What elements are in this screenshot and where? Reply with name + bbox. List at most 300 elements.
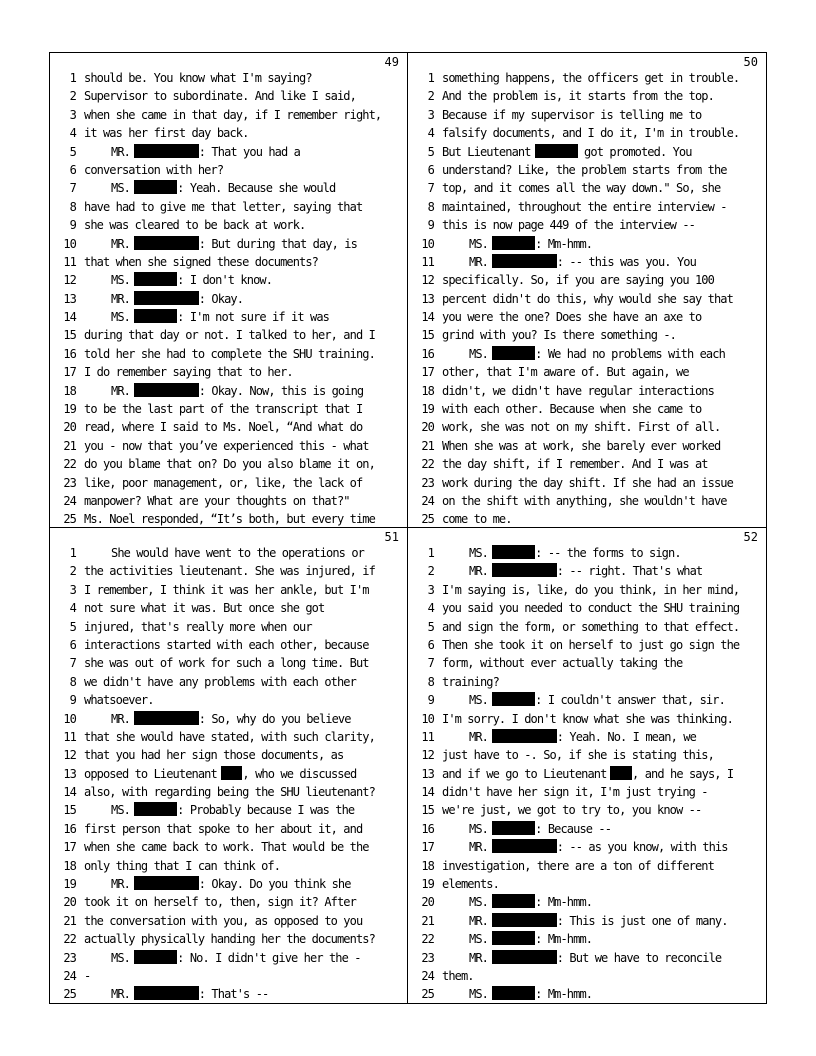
line-number: 20 <box>421 895 434 910</box>
speaker-prefix: MS. <box>469 236 488 251</box>
line-number: 2 <box>427 564 434 579</box>
line-number: 4 <box>69 126 76 141</box>
speaker-prefix: MR. <box>111 877 130 892</box>
speaker-prefix: and if we go to Lieutenant <box>442 766 607 781</box>
line-number: 12 <box>63 748 76 763</box>
line-text: when she came back to work. That would be the <box>84 840 369 855</box>
transcript-line <box>408 728 766 746</box>
line-text: specifically. So, if you are saying you 100 <box>442 273 714 288</box>
line-number: 19 <box>63 402 76 417</box>
line-number: 14 <box>63 785 76 800</box>
line-text: you - now that you’ve experienced this - what <box>84 438 369 453</box>
speaker-prefix: MS. <box>469 693 488 708</box>
line-text: first person that spoke to her about it, and <box>84 821 363 836</box>
line-text <box>442 838 766 856</box>
speaker-prefix: MS. <box>469 987 488 1002</box>
line-text: actually physically handing her the documents? <box>84 932 375 947</box>
transcript-line <box>50 455 407 473</box>
line-remainder: : -- right. That's what <box>556 564 703 579</box>
transcript-line <box>50 930 407 948</box>
line-number: 24 <box>421 968 434 983</box>
redaction-block <box>492 894 535 908</box>
line-number: 7 <box>427 656 434 671</box>
transcript-line <box>408 124 766 142</box>
speaker-prefix: MS. <box>469 346 488 361</box>
line-number: 1 <box>427 546 434 560</box>
line-number: 18 <box>421 858 434 873</box>
line-number: 23 <box>421 950 434 965</box>
redaction-block <box>610 766 632 780</box>
line-number: 10 <box>421 711 434 726</box>
line-number: 1 <box>69 546 76 560</box>
speaker-prefix: MR. <box>111 291 130 306</box>
transcript-line <box>50 492 407 510</box>
line-text <box>442 930 766 948</box>
speaker-prefix: MR. <box>111 144 130 159</box>
transcript-line <box>50 765 407 783</box>
line-number: 5 <box>427 619 434 634</box>
redaction-block <box>492 986 535 1000</box>
line-number: 16 <box>421 346 434 361</box>
transcript-line <box>50 599 407 617</box>
line-text <box>442 253 766 271</box>
line-text: we're just, we got to try to, you know -- <box>442 803 702 818</box>
transcript-line <box>408 801 766 819</box>
line-text: the day shift, if I remember. And I was at <box>442 457 708 472</box>
line-text: work during the day shift. If she had an issue <box>442 475 733 490</box>
line-text: not sure what it was. But once she got <box>84 601 325 616</box>
line-text: other, that I'm aware of. But again, we <box>442 365 689 380</box>
transcript-line <box>408 418 766 436</box>
line-remainder: : That you had a <box>198 144 300 159</box>
page-number: 52 <box>743 530 758 544</box>
line-number: 9 <box>69 218 76 233</box>
transcript-line <box>50 382 407 400</box>
speaker-prefix: MR. <box>469 840 488 855</box>
line-number: 24 <box>421 493 434 508</box>
line-number: 19 <box>421 877 434 892</box>
line-text: and sign the form, or something to that effect. <box>442 619 740 634</box>
line-text: form, without ever actually taking the <box>442 656 683 671</box>
redaction-block <box>134 272 177 286</box>
line-remainder: , and he says, I <box>632 766 734 781</box>
speaker-prefix: MS. <box>469 546 488 560</box>
line-remainder: : Mm-hmm. <box>535 895 593 910</box>
line-text: grind with you? Is there something -. <box>442 328 677 343</box>
speaker-prefix: MR. <box>111 987 130 1002</box>
redaction-block <box>221 766 243 780</box>
line-text <box>84 382 407 400</box>
transcript-line <box>408 893 766 911</box>
line-remainder: : But during that day, is <box>198 236 357 251</box>
line-text <box>84 235 407 253</box>
line-number: 13 <box>63 291 76 306</box>
transcript-lines <box>408 69 766 529</box>
transcript-line <box>50 198 407 216</box>
line-remainder: : -- as you know, with this <box>556 840 728 855</box>
transcript-line <box>408 106 766 124</box>
redaction-block <box>134 309 177 323</box>
line-number: 25 <box>63 987 76 1002</box>
transcript-line <box>408 161 766 179</box>
line-number: 23 <box>63 475 76 490</box>
transcript-line <box>50 308 407 326</box>
line-number: 15 <box>421 803 434 818</box>
line-remainder: : Okay. Now, this is going <box>198 383 364 398</box>
line-number: 7 <box>69 656 76 671</box>
transcript-line <box>408 271 766 289</box>
line-text: maintained, throughout the entire interview - <box>442 199 727 214</box>
line-number: 17 <box>421 365 434 380</box>
line-number: 4 <box>69 601 76 616</box>
line-number: 15 <box>63 803 76 818</box>
line-number: 8 <box>69 674 76 689</box>
line-text: percent didn't do this, why would she say that <box>442 291 733 306</box>
line-text: Then she took it on herself to just go sign the <box>442 637 740 652</box>
line-number: 13 <box>421 766 434 781</box>
line-number: 22 <box>421 932 434 947</box>
transcript-line <box>50 673 407 691</box>
line-text: understand? Like, the problem starts from the <box>442 162 727 177</box>
line-text <box>84 271 407 289</box>
line-text: them. <box>442 968 474 983</box>
line-text: injured, that's really more when our <box>84 619 312 634</box>
line-number: 21 <box>63 913 76 928</box>
line-text <box>84 801 407 819</box>
line-number: 15 <box>63 328 76 343</box>
line-remainder: : We had no problems with each <box>535 346 725 361</box>
line-number: 23 <box>63 950 76 965</box>
line-number: 5 <box>427 144 434 159</box>
page-number: 51 <box>384 530 399 544</box>
line-text <box>84 765 407 783</box>
transcript-line <box>50 783 407 801</box>
line-text <box>442 893 766 911</box>
transcript-line <box>50 893 407 911</box>
line-remainder: , who we discussed <box>242 766 357 781</box>
line-remainder: : Yeah. No. I mean, we <box>556 729 696 744</box>
line-text <box>84 949 407 967</box>
speaker-prefix: MR. <box>111 236 130 251</box>
line-text <box>442 765 766 783</box>
transcript-line <box>50 235 407 253</box>
line-text: you were the one? Does she have an axe to <box>442 310 702 325</box>
transcript-line <box>408 544 766 562</box>
transcript-lines <box>50 69 407 529</box>
line-text <box>442 143 766 161</box>
transcript-line <box>408 912 766 930</box>
line-text <box>442 345 766 363</box>
line-text <box>442 562 766 580</box>
speaker-prefix: MS. <box>469 821 488 836</box>
line-text: took it on herself to, then, sign it? After <box>84 895 356 910</box>
transcript-line <box>408 618 766 636</box>
line-number: 24 <box>63 968 76 983</box>
line-number: 6 <box>69 637 76 652</box>
line-text: on the shift with anything, she wouldn't have <box>442 493 727 508</box>
redaction-block <box>492 346 535 360</box>
line-number: 17 <box>421 840 434 855</box>
line-number: 20 <box>63 420 76 435</box>
transcript-line <box>50 474 407 492</box>
transcript-line <box>408 838 766 856</box>
line-number: 25 <box>421 512 434 527</box>
transcript-line <box>50 562 407 580</box>
line-text: She would have went to the operations or <box>111 546 364 560</box>
line-number: 22 <box>63 932 76 947</box>
transcript-line <box>50 326 407 344</box>
transcript-line <box>50 363 407 381</box>
line-text: to be the last part of the transcript that I <box>84 402 363 417</box>
transcript-line <box>50 967 407 985</box>
line-text: come to me. <box>442 512 512 527</box>
transcript-line <box>50 636 407 654</box>
line-number: 13 <box>421 291 434 306</box>
line-text: And the problem is, it starts from the top. <box>442 89 714 104</box>
line-remainder: : So, why do you believe <box>198 711 351 726</box>
line-number: 6 <box>427 637 434 652</box>
line-remainder: : I don't know. <box>177 273 273 288</box>
line-text: the activities lieutenant. She was injured, if <box>84 564 375 579</box>
transcript-line <box>50 949 407 967</box>
line-number: 21 <box>421 438 434 453</box>
line-number: 8 <box>427 199 434 214</box>
line-number: 11 <box>63 254 76 269</box>
line-number: 5 <box>69 144 76 159</box>
line-text: this is now page 449 of the interview -- <box>442 218 695 233</box>
line-number: 9 <box>427 693 434 708</box>
transcript-line <box>408 308 766 326</box>
line-number: 3 <box>69 582 76 597</box>
redaction-block <box>492 839 557 853</box>
transcript-line <box>408 930 766 948</box>
line-text <box>84 143 407 161</box>
line-number: 19 <box>421 402 434 417</box>
line-number: 15 <box>421 328 434 343</box>
line-text: Ms. Noel responded, “It’s both, but every time <box>84 512 375 527</box>
line-text: should be. You know what I'm saying? <box>84 71 312 85</box>
line-remainder: : Mm-hmm. <box>535 987 593 1002</box>
line-text: work, she was not on my shift. First of all. <box>442 420 721 435</box>
transcript-line <box>408 474 766 492</box>
transcript-line <box>408 710 766 728</box>
speaker-prefix: opposed to Lieutenant <box>84 766 217 781</box>
transcript-page <box>408 53 766 528</box>
redaction-block <box>134 802 177 816</box>
redaction-block <box>134 711 199 725</box>
line-number: 8 <box>427 674 434 689</box>
line-text: didn't, we didn't have regular interactions <box>442 383 714 398</box>
line-text: it was her first day back. <box>84 126 249 141</box>
speaker-prefix: MS. <box>111 310 130 325</box>
line-number: 21 <box>421 913 434 928</box>
transcript-line <box>408 437 766 455</box>
transcript-line <box>408 492 766 510</box>
line-number: 16 <box>63 821 76 836</box>
line-text: during that day or not. I talked to her, and I <box>84 328 375 343</box>
transcript-line <box>50 710 407 728</box>
redaction-block <box>535 144 578 158</box>
line-text: just have to -. So, if she is stating this, <box>442 748 714 763</box>
line-number: 18 <box>421 383 434 398</box>
transcript-line <box>50 418 407 436</box>
line-remainder: : Okay. Do you think she <box>198 877 351 892</box>
line-remainder: : That's -- <box>198 987 269 1002</box>
line-text: something happens, the officers get in trouble. <box>442 71 740 85</box>
transcript-line <box>408 949 766 967</box>
redaction-block <box>492 545 535 559</box>
line-text: training? <box>442 674 499 689</box>
line-remainder: : Mm-hmm. <box>535 236 593 251</box>
line-text: I do remember saying that to her. <box>84 365 293 380</box>
line-text: didn't have her sign it, I'm just trying - <box>442 785 708 800</box>
speaker-prefix: MS. <box>111 181 130 196</box>
redaction-block <box>134 986 199 1000</box>
transcript-line <box>50 253 407 271</box>
transcript-line <box>408 967 766 985</box>
line-remainder: got promoted. You <box>577 144 692 159</box>
page-number: 49 <box>384 55 399 69</box>
line-number: 22 <box>421 457 434 472</box>
transcript-line <box>50 179 407 197</box>
transcript-line <box>50 912 407 930</box>
transcript-line <box>408 691 766 709</box>
line-remainder: : But we have to reconcile <box>556 950 722 965</box>
line-number: 9 <box>427 218 434 233</box>
transcript-line <box>408 783 766 801</box>
speaker-prefix: MR. <box>111 711 130 726</box>
line-text: elements. <box>442 877 499 892</box>
transcript-line <box>408 400 766 418</box>
transcript-line <box>408 382 766 400</box>
line-remainder: : Mm-hmm. <box>535 932 593 947</box>
transcript-line <box>50 216 407 234</box>
line-number: 12 <box>63 273 76 288</box>
line-remainder: : Because -- <box>535 821 612 836</box>
speaker-prefix: MR. <box>469 254 488 269</box>
transcript-line <box>50 437 407 455</box>
line-text: falsify documents, and I do it, I'm in trouble. <box>442 126 740 141</box>
transcript-page <box>50 528 408 1003</box>
line-text: I'm saying is, like, do you think, in her mind, <box>442 582 740 597</box>
line-text: Supervisor to subordinate. And like I said, <box>84 89 356 104</box>
transcript-line <box>408 765 766 783</box>
speaker-prefix: MS. <box>111 273 130 288</box>
line-text: when she came in that day, if I remember right, <box>84 107 382 122</box>
line-remainder: : I'm not sure if it was <box>177 310 329 325</box>
line-number: 25 <box>421 987 434 1002</box>
line-remainder: : Okay. <box>198 291 244 306</box>
line-number: 18 <box>63 858 76 873</box>
redaction-block <box>134 236 199 250</box>
line-text: the conversation with you, as opposed to you <box>84 913 363 928</box>
transcript-line <box>50 838 407 856</box>
line-number: 17 <box>63 365 76 380</box>
line-text: interactions started with each other, because <box>84 637 369 652</box>
redaction-block <box>492 563 557 577</box>
line-text <box>84 985 407 1003</box>
transcript-line <box>408 253 766 271</box>
redaction-block <box>492 254 557 268</box>
redaction-block <box>492 931 535 945</box>
transcript-line <box>50 69 407 87</box>
line-number: 11 <box>421 729 434 744</box>
line-text <box>442 691 766 709</box>
line-text: told her she had to complete the SHU training. <box>84 346 375 361</box>
line-text: manpower? What are your thoughts on that?" <box>84 493 350 508</box>
transcript-line <box>408 326 766 344</box>
line-text: only thing that I can think of. <box>84 858 281 873</box>
transcript-line <box>50 290 407 308</box>
line-number: 4 <box>427 601 434 616</box>
redaction-block <box>492 236 535 250</box>
line-text: I remember, I think it was her ankle, but I'm <box>84 582 369 597</box>
transcript-line <box>408 179 766 197</box>
transcript-line <box>408 87 766 105</box>
line-text <box>442 544 766 562</box>
line-number: 14 <box>63 310 76 325</box>
line-remainder: : I couldn't answer that, sir. <box>535 693 725 708</box>
line-number: 4 <box>427 126 434 141</box>
transcript-line <box>50 106 407 124</box>
line-number: 11 <box>63 729 76 744</box>
line-number: 12 <box>421 273 434 288</box>
transcript-line <box>50 143 407 161</box>
line-number: 3 <box>427 107 434 122</box>
page-number: 50 <box>743 55 758 69</box>
transcript-line <box>50 985 407 1003</box>
transcript-line <box>408 820 766 838</box>
redaction-block <box>492 692 535 706</box>
line-text <box>84 710 407 728</box>
transcript-line <box>408 216 766 234</box>
line-text: read, where I said to Ms. Noel, “And what do <box>84 420 363 435</box>
transcript-lines <box>408 544 766 1004</box>
line-text: we didn't have any problems with each other <box>84 674 356 689</box>
line-text <box>442 949 766 967</box>
line-text: have had to give me that letter, saying that <box>84 199 363 214</box>
line-number: 21 <box>63 438 76 453</box>
redaction-block <box>492 821 535 835</box>
speaker-prefix: MR. <box>469 564 488 579</box>
transcript-line <box>50 124 407 142</box>
line-text <box>442 235 766 253</box>
line-text: conversation with her? <box>84 162 224 177</box>
line-text: do you blame that on? Do you also blame it on, <box>84 457 375 472</box>
line-number: 18 <box>63 383 76 398</box>
transcript-line <box>408 581 766 599</box>
line-number: 22 <box>63 457 76 472</box>
line-number: 1 <box>427 71 434 85</box>
redaction-block <box>492 729 557 743</box>
line-text: whatsoever. <box>84 693 154 708</box>
transcript-line <box>50 691 407 709</box>
line-number: 23 <box>421 475 434 490</box>
line-text: top, and it comes all the way down." So, she <box>442 181 721 196</box>
line-text: that you had her sign those documents, as <box>84 748 344 763</box>
transcript-line <box>408 363 766 381</box>
speaker-prefix: MR. <box>111 383 130 398</box>
speaker-prefix: MR. <box>469 950 488 965</box>
line-text: that when she signed these documents? <box>84 254 319 269</box>
transcript-line <box>408 143 766 161</box>
transcript-line <box>408 455 766 473</box>
line-number: 2 <box>427 89 434 104</box>
line-text: like, poor management, or, like, the lack of <box>84 475 363 490</box>
speaker-prefix: MS. <box>469 932 488 947</box>
line-text: Because if my supervisor is telling me to <box>442 107 702 122</box>
line-number: 16 <box>63 346 76 361</box>
